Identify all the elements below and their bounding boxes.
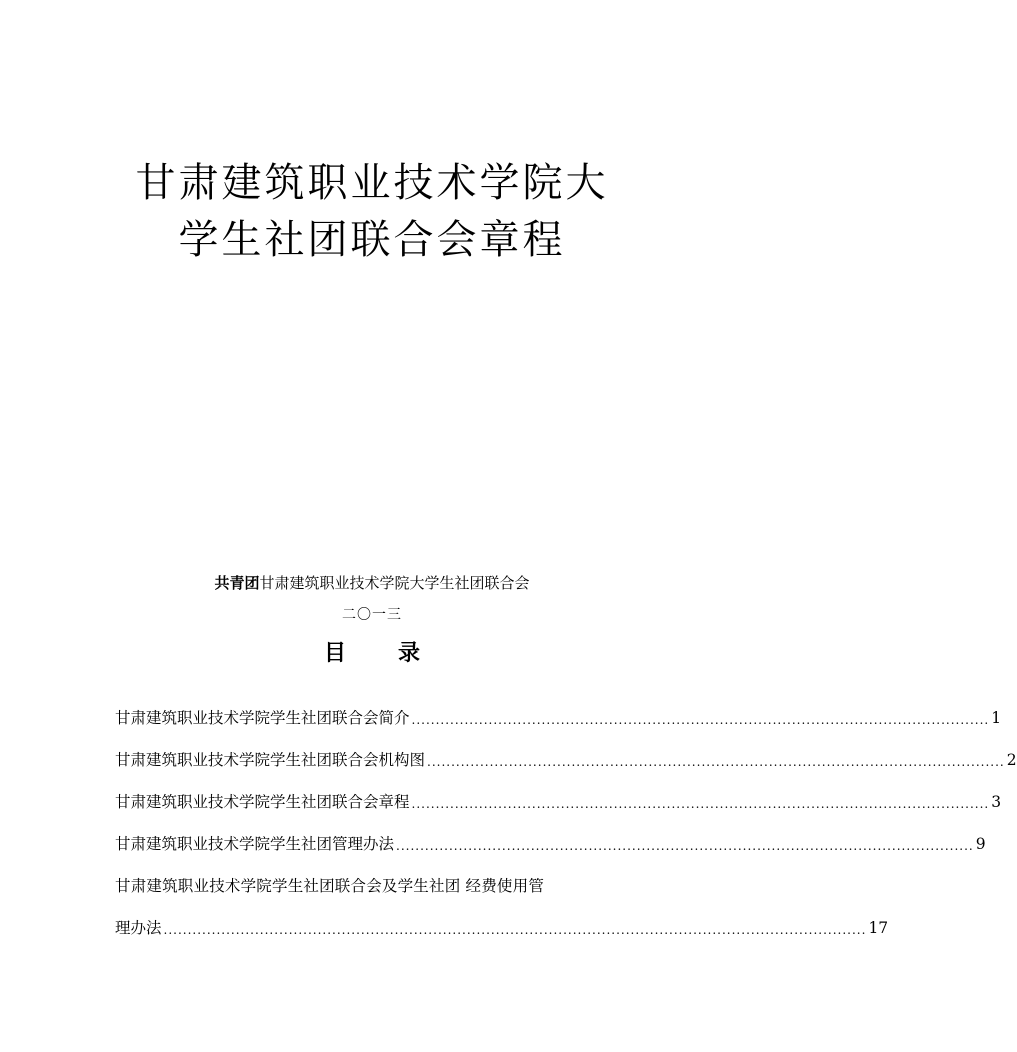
toc-entry-page: 2 bbox=[1006, 751, 1017, 769]
organization-name bbox=[0, 576, 744, 591]
toc-entry-charter[interactable] bbox=[115, 792, 1002, 813]
toc-heading-char1: 目 bbox=[323, 641, 346, 666]
dot-leader: ........................................................................................................................ bbox=[411, 713, 990, 727]
dot-leader: ........................................................................................................................ bbox=[396, 839, 974, 853]
toc-entry-label: 甘肃建筑职业技术学院学生社团联合会及学生社团 经费使用管 bbox=[115, 877, 545, 895]
toc-entry-page: 17 bbox=[868, 919, 889, 937]
document-title-line2: 学生社团联合会章程 bbox=[178, 217, 566, 263]
document-year: 二〇一三 bbox=[342, 607, 402, 623]
toc-heading bbox=[0, 643, 744, 665]
toc-entry-label: 甘肃建筑职业技术学院学生社团联合会章程 bbox=[115, 793, 410, 811]
organization-full-name: 甘肃建筑职业技术学院大学生社团联合会 bbox=[259, 574, 530, 592]
organization-prefix: 共青团 bbox=[214, 574, 260, 592]
dot-leader: .................................................................................................................................................. bbox=[163, 923, 867, 937]
table-of-contents bbox=[115, 708, 1017, 960]
toc-heading-char2: 录 bbox=[398, 641, 421, 666]
toc-entry-page: 9 bbox=[975, 835, 986, 853]
toc-entry-intro[interactable] bbox=[115, 708, 1002, 729]
toc-entry-org-chart[interactable] bbox=[115, 750, 1017, 771]
toc-entry-page: 1 bbox=[991, 709, 1002, 727]
dot-leader: ........................................................................................................................ bbox=[427, 755, 1005, 769]
toc-entry-funding-line2[interactable] bbox=[115, 918, 889, 939]
toc-entry-funding-line1[interactable] bbox=[115, 876, 630, 897]
toc-entry-label: 甘肃建筑职业技术学院学生社团管理办法 bbox=[115, 835, 395, 853]
dot-leader: ........................................................................................................................ bbox=[411, 797, 990, 811]
document-title-line1: 甘肃建筑职业技术学院大 bbox=[135, 160, 609, 206]
toc-entry-label: 理办法 bbox=[115, 919, 162, 937]
toc-entry-management[interactable] bbox=[115, 834, 986, 855]
toc-entry-label: 甘肃建筑职业技术学院学生社团联合会机构图 bbox=[115, 751, 426, 769]
toc-entry-label: 甘肃建筑职业技术学院学生社团联合会简介 bbox=[115, 709, 410, 727]
toc-entry-page: 3 bbox=[991, 793, 1002, 811]
